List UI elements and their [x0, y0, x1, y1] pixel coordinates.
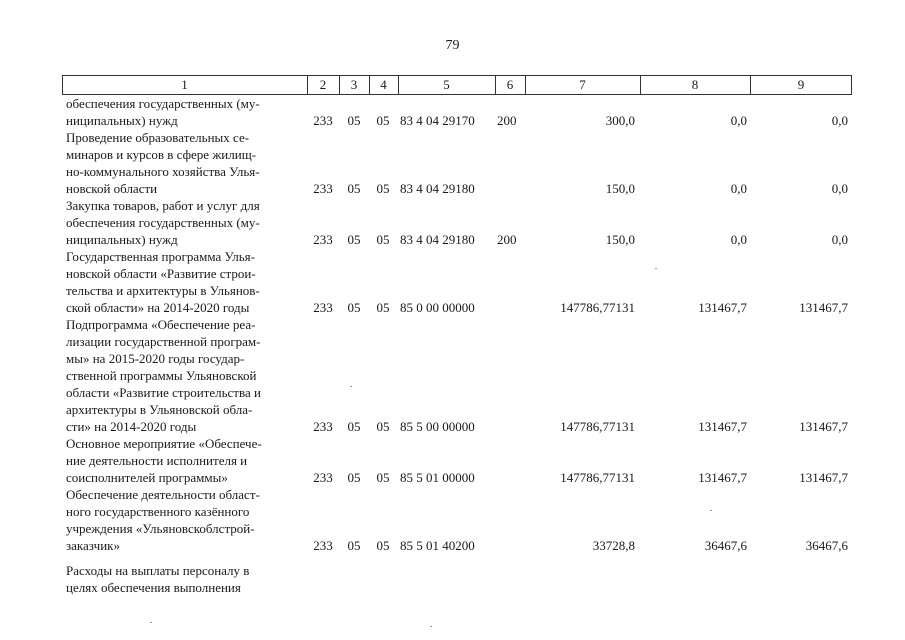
description-line: обеспечения государственных (му-	[66, 96, 260, 111]
cell-amount-2: 0,0	[730, 113, 747, 128]
cell-section: 05	[347, 419, 361, 434]
cell-amount-3: 0,0	[831, 232, 848, 247]
cell-amount-3: 0,0	[831, 181, 848, 196]
description-line: заказчик»	[66, 538, 120, 553]
description-line: но-коммунального хозяйства Улья-	[66, 164, 260, 179]
description-line: Подпрограмма «Обеспечение реа-	[66, 317, 256, 332]
description-line: ственной программы Ульяновской	[66, 368, 257, 383]
header-cell-2: 2	[319, 77, 327, 92]
cell-amount-3: 131467,7	[799, 300, 848, 315]
cell-target-article: 85 5 01 00000	[400, 470, 475, 485]
cell-subsection: 05	[376, 113, 390, 128]
cell-amount-2: 131467,7	[698, 470, 747, 485]
header-cell-5: 5	[443, 77, 450, 92]
cell-section: 05	[347, 113, 361, 128]
description-line: соисполнителей программы»	[66, 470, 228, 485]
row-description	[66, 248, 302, 316]
header-cell-6: 6	[506, 77, 514, 92]
cell-expense-type: 200	[497, 113, 517, 128]
cell-amount-3: 0,0	[831, 113, 848, 128]
cell-ministry: 233	[313, 470, 333, 485]
cell-target-article: 85 5 01 40200	[400, 538, 475, 553]
cell-target-article: 85 5 00 00000	[400, 419, 475, 434]
cell-ministry: 233	[313, 538, 333, 553]
row-description	[66, 197, 302, 248]
cell-target-article: 85 0 00 00000	[400, 300, 475, 315]
description-line: сти» на 2014-2020 годы	[66, 419, 197, 434]
description-line: области «Развитие строительства и	[66, 385, 261, 400]
cell-target-article: 83 4 04 29170	[400, 113, 475, 128]
cell-ministry: 233	[313, 232, 333, 247]
cell-amount-2: 131467,7	[698, 419, 747, 434]
cell-section: 05	[347, 470, 361, 485]
cell-amount-2: 36467,6	[704, 538, 747, 553]
cell-amount-1: 147786,77131	[560, 419, 635, 434]
description-line: Обеспечение деятельности област-	[66, 487, 260, 502]
cell-amount-1: 147786,77131	[560, 300, 635, 315]
description-line: лизации государственной програм-	[66, 334, 261, 349]
row-description	[66, 129, 302, 197]
page-number: 79	[445, 38, 460, 53]
description-line: учреждения «Ульяновскоблстрой-	[66, 521, 255, 536]
description-line: мы» на 2015-2020 годы государ-	[66, 351, 245, 366]
row-description	[66, 486, 302, 554]
scan-speck	[655, 268, 657, 269]
cell-amount-3: 36467,6	[805, 538, 848, 553]
cell-subsection: 05	[376, 538, 390, 553]
cell-amount-3: 131467,7	[799, 419, 848, 434]
description-line: обеспечения государственных (му-	[66, 215, 260, 230]
header-cell-3: 3	[350, 77, 358, 92]
cell-ministry: 233	[313, 300, 333, 315]
cell-target-article: 83 4 04 29180	[400, 181, 475, 196]
description-line: новской области «Развитие строи-	[66, 266, 256, 281]
description-line: минаров и курсов в сфере жилищ-	[66, 147, 257, 162]
cell-amount-2: 0,0	[730, 181, 747, 196]
header-cell-7: 7	[579, 77, 586, 92]
description-line: Основное мероприятие «Обеспече-	[66, 436, 262, 451]
cell-amount-2: 0,0	[730, 232, 747, 247]
cell-subsection: 05	[376, 232, 390, 247]
cell-expense-type: 200	[497, 232, 517, 247]
description-line: Расходы на выплаты персоналу в	[66, 563, 250, 578]
cell-ministry: 233	[313, 113, 333, 128]
cell-subsection: 05	[376, 300, 390, 315]
cell-amount-1: 147786,77131	[560, 470, 635, 485]
scan-speck	[350, 386, 352, 387]
cell-amount-1: 33728,8	[592, 538, 635, 553]
description-line: ниципальных) нужд	[66, 232, 178, 247]
description-line: Закупка товаров, работ и услуг для	[66, 198, 260, 213]
scan-speck	[430, 626, 432, 627]
cell-target-article: 83 4 04 29180	[400, 232, 475, 247]
description-line: Государственная программа Улья-	[66, 249, 255, 264]
row-description	[66, 435, 302, 486]
row-description	[66, 562, 302, 596]
cell-amount-3: 131467,7	[799, 470, 848, 485]
header-cell-1: 1	[181, 77, 188, 92]
description-line: ской области» на 2014-2020 годы	[66, 300, 250, 315]
header-cell-9: 9	[797, 77, 805, 92]
cell-subsection: 05	[376, 181, 390, 196]
cell-section: 05	[347, 538, 361, 553]
cell-amount-1: 300,0	[605, 113, 635, 128]
cell-amount-1: 150,0	[605, 232, 635, 247]
description-line: новской области	[66, 181, 158, 196]
description-line: Проведение образовательных се-	[66, 130, 250, 145]
header-cell-8: 8	[691, 77, 699, 92]
row-description	[66, 95, 302, 129]
cell-amount-1: 150,0	[605, 181, 635, 196]
description-line: архитектуры в Ульяновской обла-	[66, 402, 253, 417]
row-description	[66, 316, 302, 435]
description-line: тельства и архитектуры в Ульянов-	[66, 283, 260, 298]
scan-speck	[150, 622, 152, 623]
cell-subsection: 05	[376, 470, 390, 485]
cell-amount-2: 131467,7	[698, 300, 747, 315]
cell-section: 05	[347, 181, 361, 196]
description-line: ниципальных) нужд	[66, 113, 178, 128]
cell-subsection: 05	[376, 419, 390, 434]
cell-section: 05	[347, 232, 361, 247]
cell-section: 05	[347, 300, 361, 315]
cell-ministry: 233	[313, 419, 333, 434]
description-line: целях обеспечения выполнения	[66, 580, 241, 595]
cell-ministry: 233	[313, 181, 333, 196]
header-cell-4: 4	[380, 77, 387, 92]
description-line: ного государственного казённого	[66, 504, 250, 519]
description-line: ние деятельности исполнителя и	[66, 453, 248, 468]
scan-speck	[710, 510, 712, 511]
